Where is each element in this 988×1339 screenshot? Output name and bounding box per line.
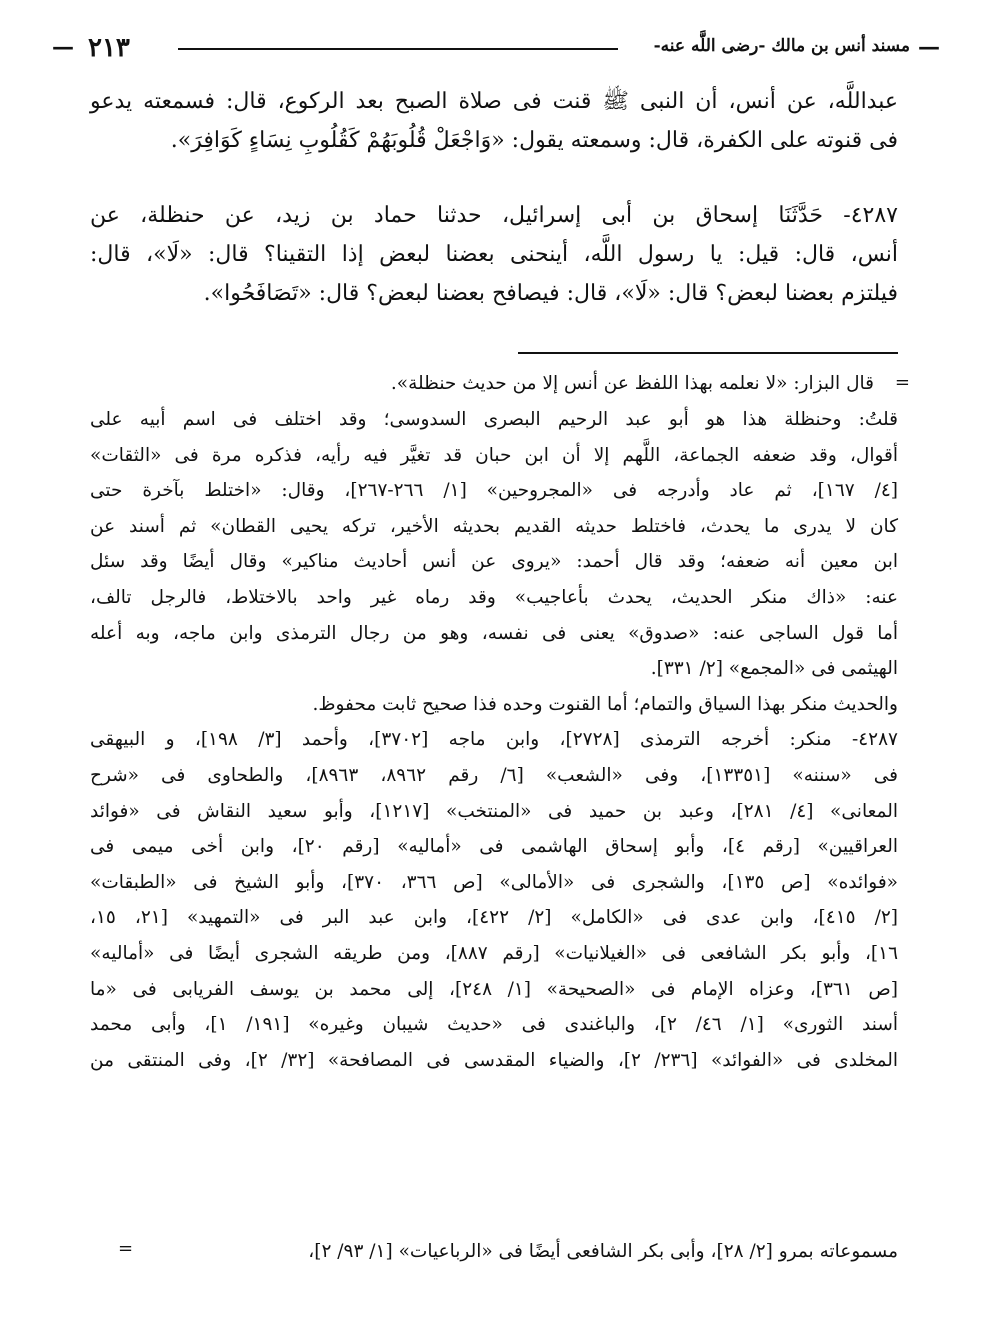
continuation-marker: =	[894, 372, 910, 393]
footnote-line: «فوائده» [ص ١٣٥]، والشجرى فى «الأمالى» [ص ٣٦٦، ٣٧٠]، وأبو الشيخ فى «الطبقات»	[90, 871, 898, 893]
page-number: ٢١٣	[88, 33, 130, 63]
footnote-block	[138, 1234, 898, 1270]
footnote-line: [ص ٣٦١]، وعزاه الإمام فى «الصحيحة» [١/ ٢٤٨]، إلى محمد بن يوسف الفريابى فى «ما	[90, 978, 898, 1000]
hadith-4287-text	[90, 196, 898, 313]
footnote-line: [٢/ ٤١٥]، وابن عدى فى «الكامل» [٢/ ٤٢٢]، وابن عبد البر فى «التمهيد» [٢١، ١٥،	[90, 907, 898, 929]
hadith-prev-text	[90, 82, 898, 160]
footnote-line: المخلدى فى «الفوائد» [٢٣٦/ ٢]، والضياء المقدسى فى المصافحة» [٣٢/ ٢]، وفى المنتقى من	[90, 1049, 898, 1071]
footnote-line: والحديث منكر بهذا السياق والتمام؛ أما القنوت وحده فذا صحيح ثابت محفوظ.	[312, 693, 898, 715]
header-rule	[178, 48, 618, 50]
footnote-line: فى «سننه» [١٣٣٥١]، وفى «الشعب» [٦/ رقم ٨٩٦٢، ٨٩٦٣]، والطحاوى فى «شرح	[90, 764, 898, 786]
header-dash-left: —	[52, 34, 74, 60]
footnote-line: العراقيين» [رقم ٤]، وأبو إسحاق الهاشمى فى «أماليه» [رقم ٢٠]، وابن أخى ميمى فى	[90, 836, 898, 858]
text-line: ٤٢٨٧- حَدَّثَنَا إسحاق بن أبى إسرائيل، حدثنا حماد بن زيد، عن حنظلة، عن	[90, 203, 898, 228]
header-dash-right: —	[918, 34, 940, 60]
footnote-line: المعانى» [٤/ ٢٨١]، وعبد بن حميد فى «المنتخب» [١٢١٧]، وأبو سعيد النقاش فى «فوائد	[90, 800, 898, 822]
footnote-line: أسند الثورى» [١/ ٤٦/ ٢]، والباغندى فى «حديث شيبان وغيره» [١٩١/ ١]، وأبى محمد	[90, 1014, 898, 1036]
footnote-line: قلتُ: وحنظلة هذا هو أبو عبد الرحيم البصرى السدوسى؛ وقد اختلف فى اسم أبيه على	[90, 409, 898, 430]
footnote-separator	[518, 352, 898, 354]
running-header-title: مسند أنس بن مالك -رضى اللَّه عنه-	[653, 36, 910, 56]
text-line: عبداللَّه، عن أنس، أن النبى ﷺ قنت فى صلاة الصبح بعد الركوع، قال: فسمعته يدعو	[90, 89, 898, 114]
footnote-line: أقوال، وقد ضعفه الجماعة، اللَّهم إلا أن ابن حبان قد تغيَّر فيه رأيه، فذكره مرة فى «الثقات»	[90, 444, 898, 466]
footnote-block	[90, 366, 874, 402]
footnote-line: مسموعاته بمرو [٢/ ٢٨]، وأبى بكر الشافعى أيضًا فى «الرباعيات» [١/ ٩٣/ ٢]،	[308, 1241, 898, 1262]
footnote-line: الهيثمى فى «المجمع» [٢/ ٣٣١].	[650, 658, 898, 680]
footnote-line: عنه: «ذاك منكر الحديث، يحدث بأعاجيب» وقد رماه غير واحد بالاختلاط، فالرجل تالف،	[90, 586, 898, 608]
footnote-line: كان لا يدرى ما يحدث، فاختلط حديثه القديم بحديثه الأخير، تركه يحيى القطان» ثم أسند عن	[90, 515, 898, 537]
footnote-line: قال البزار: «لا نعلمه بهذا اللفظ عن أنس إلا من حديث حنظلة».	[390, 373, 874, 394]
footnote-line: ١٦]، وأبو بكر الشافعى فى «الغيلانيات» [رقم ٨٨٧]، ومن طريقه الشجرى أيضًا فى «أماليه»	[90, 942, 899, 964]
footnote-line: [٤/ ١٦٧]، ثم عاد وأدرجه فى «المجروحين» [١/ ٢٦٦-٢٦٧]، وقال: «اختلط بآخرة حتى	[90, 480, 898, 502]
end-marker: =	[118, 1238, 134, 1259]
footnote-line: أما قول الساجى عنه: «صدوق» يعنى فى نفسه، وهو من رجال الترمذى وابن ماجه، وبه أعله	[90, 622, 898, 644]
footnote-line: ٤٢٨٧- منكر: أخرجه الترمذى [٢٧٢٨]، وابن ماجه [٣٧٠٢]، وأحمد [٣/ ١٩٨]، و البيهقى	[90, 729, 898, 751]
text-line: فيلتزم بعضنا لبعض؟ قال: «لَا»، قال: فيصافح بعضنا لبعض؟ قال: «تَصَافَحُوا».	[203, 281, 898, 306]
footnote-line: ابن معين أنه ضعفه؛ وقد قال أحمد: «يروى عن أنس أحاديث مناكير» وقال أيضًا وقد سئل	[90, 551, 898, 573]
text-line: أنس، قال: قيل: يا رسول اللَّه، أينحنى بعضنا لبعض إذا التقينا؟ قال: «لَا»، قال:	[90, 242, 898, 267]
text-line: فى قنوته على الكفرة، قال: وسمعته يقول: «وَاجْعَلْ قُلُوبَهُمْ كَقُلُوبِ نِسَاءٍ كَوَافِرَ».	[170, 128, 898, 153]
footnote-block	[90, 402, 898, 1078]
